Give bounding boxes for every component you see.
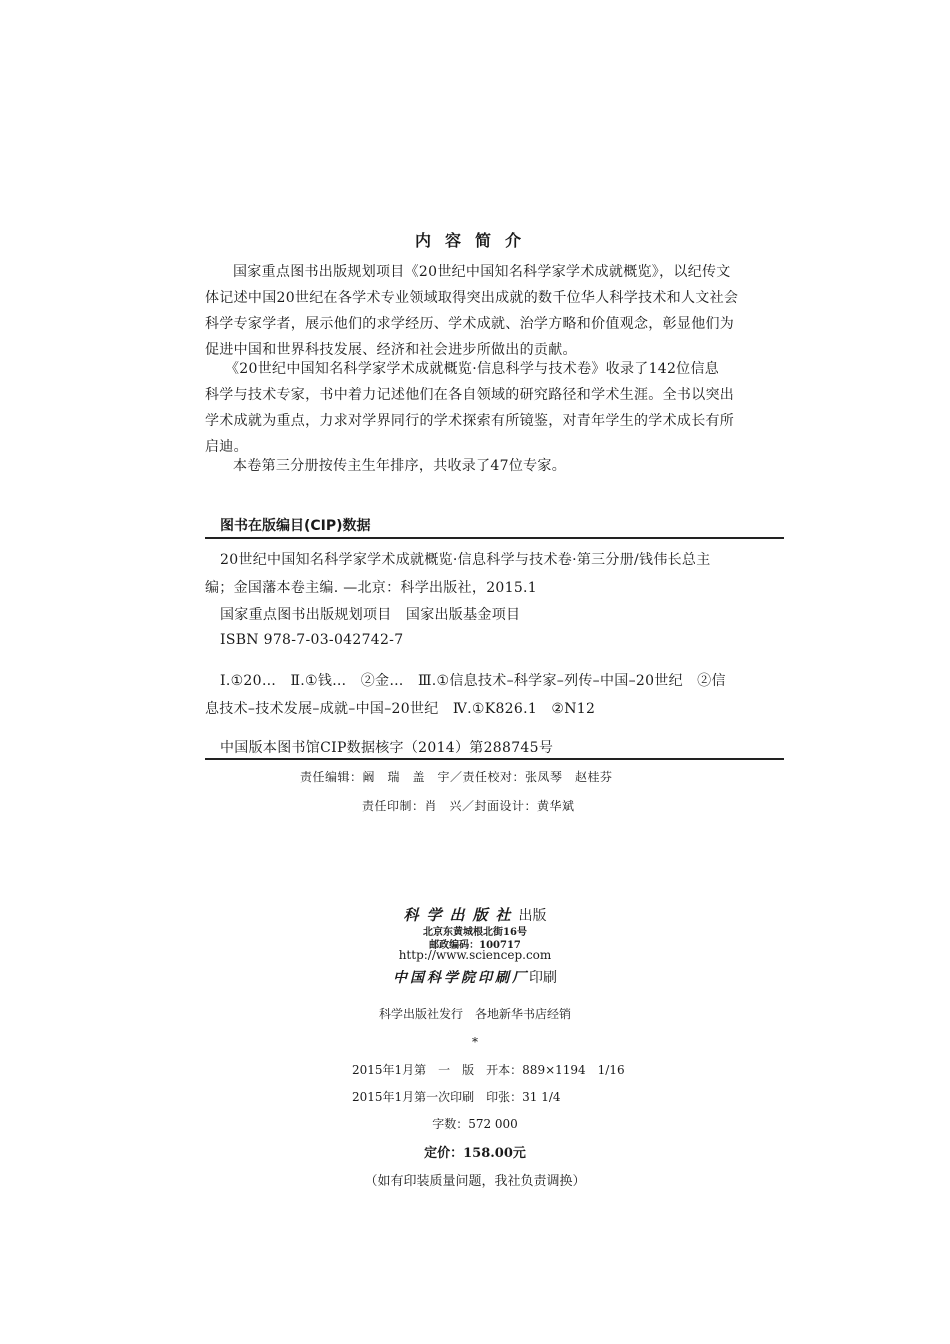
publisher-suffix: 出版 bbox=[518, 908, 547, 924]
intro-para2-line4: 启迪。 bbox=[205, 439, 248, 455]
intro-para1-line4: 促进中国和世界科技发展、经济和社会进步所做出的贡献。 bbox=[205, 342, 577, 358]
intro-para2-line3: 学术成就为重点，力求对学界同行的学术探索有所镜鉴，对青年学生的学术成长有所 bbox=[205, 413, 735, 429]
intro-para1-line3: 科学专家学者，展示他们的求学经历、学术成就、治学方略和价值观念，彰显他们为 bbox=[205, 316, 735, 332]
printer-suffix: 印刷 bbox=[529, 970, 557, 986]
quality-notice: （如有印装质量问题，我社负责调换） bbox=[364, 1174, 586, 1189]
separator-star: * bbox=[472, 1035, 478, 1049]
cip-line3: 国家重点图书出版规划项目 国家出版基金项目 bbox=[220, 607, 521, 623]
publisher-address: 北京东黄城根北街16号 bbox=[423, 927, 527, 938]
intro-para3: 本卷第三分册按传主生年排序，共收录了47位专家。 bbox=[233, 458, 567, 474]
cip-line5: Ⅰ.①20… Ⅱ.①钱… ②金… Ⅲ.①信息技术–科学家–列传–中国–20世纪 ②信 bbox=[220, 673, 726, 689]
printing-line: 2015年1月第一次印刷 印张：31 1/4 bbox=[352, 1090, 561, 1104]
printer-name: 中国科学院印刷厂 bbox=[393, 970, 529, 986]
cip-top-rule bbox=[205, 537, 784, 539]
publisher-url: http://www.sciencep.com bbox=[398, 948, 552, 962]
edition-line: 2015年1月第 一 版 开本：889×1194 1/16 bbox=[352, 1063, 625, 1077]
intro-para1-line2: 体记述中国20世纪在各学术专业领域取得突出成就的数千位华人科学技术和人文社会 bbox=[205, 290, 739, 306]
intro-para2-line1: 《20世纪中国知名科学家学术成就概览·信息科学与技术卷》收录了142位信息 bbox=[225, 361, 720, 377]
cip-line2: 编；金国藩本卷主编. —北京：科学出版社，2015.1 bbox=[205, 580, 537, 596]
distribution: 科学出版社发行 各地新华书店经销 bbox=[378, 1007, 571, 1021]
publisher-line bbox=[0, 904, 950, 925]
credits-line2: 责任印制：肖 兴／封面设计：黄华斌 bbox=[362, 799, 575, 813]
cip-title: 图书在版编目(CIP)数据 bbox=[220, 518, 371, 534]
credits-line1: 责任编辑：阚 瑞 盖 宇／责任校对：张凤琴 赵桂芬 bbox=[300, 770, 613, 784]
publisher-postcode: 邮政编码：100717 bbox=[429, 940, 521, 951]
publisher-name: 科学出版社 bbox=[403, 906, 519, 924]
intro-para2-line2: 科学与技术专家，书中着力记述他们在各自领域的研究路径和学术生涯。全书以突出 bbox=[205, 387, 735, 403]
price: 定价：158.00元 bbox=[424, 1146, 526, 1161]
cip-bottom-rule bbox=[205, 758, 784, 760]
intro-para1-line1: 国家重点图书出版规划项目《20世纪中国知名科学家学术成就概览》，以纪传文 bbox=[233, 264, 731, 280]
cip-line6: 息技术–技术发展–成就–中国–20世纪 Ⅳ.①K826.1 ②N12 bbox=[205, 701, 596, 717]
cip-verify: 中国版本图书馆CIP数据核字（2014）第288745号 bbox=[220, 740, 554, 756]
page-title: 内容简介 bbox=[414, 231, 535, 250]
cip-line1: 20世纪中国知名科学家学术成就概览·信息科学与技术卷·第三分册/钱伟长总主 bbox=[220, 552, 711, 568]
printer-line bbox=[0, 967, 950, 987]
wordcount: 字数：572 000 bbox=[432, 1117, 518, 1131]
cip-isbn: ISBN 978-7-03-042742-7 bbox=[220, 632, 404, 648]
